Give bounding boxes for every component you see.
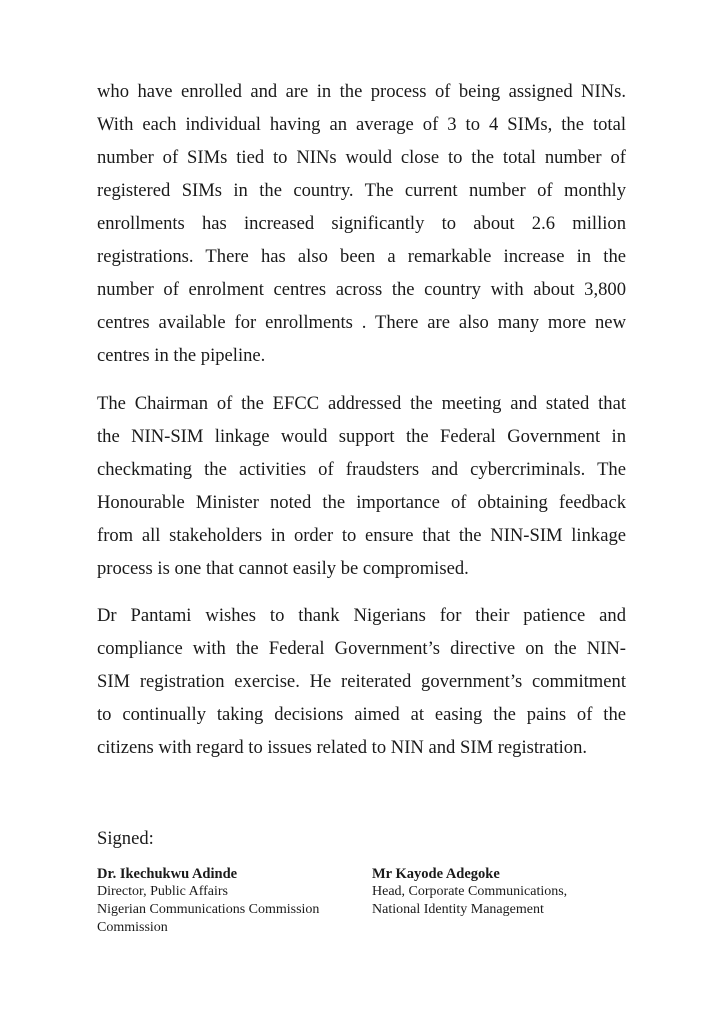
signatory-title: Head, Corporate Communications, — [372, 884, 568, 899]
paragraph-line: citizens with regard to issues related to NIN and SIM registration. — [97, 737, 588, 758]
paragraph-line: SIM registration exercise. He reiterated government’s commitment — [97, 671, 626, 692]
paragraph-line: registrations. There has also been a remarkable increase in the — [97, 246, 626, 267]
signatory-name: Dr. Ikechukwu Adinde — [97, 866, 238, 882]
signatory-title: Director, Public Affairs — [97, 884, 228, 899]
signed-label: Signed: — [97, 828, 154, 849]
signatory-name: Mr Kayode Adegoke — [372, 866, 500, 882]
paragraph-line: enrollments has increased significantly to about 2.6 million — [97, 213, 626, 234]
paragraph-line: Dr Pantami wishes to thank Nigerians for their patience and — [97, 605, 626, 626]
paragraph-line: compliance with the Federal Government’s directive on the NIN- — [97, 638, 626, 659]
paragraph-line: registered SIMs in the country. The current number of monthly — [97, 180, 626, 201]
signatory-block-adegoke — [372, 865, 567, 919]
signatory-block-adinde — [97, 865, 319, 937]
paragraph-line: from all stakeholders in order to ensure that the NIN-SIM linkage — [97, 525, 626, 546]
paragraph-line: number of enrolment centres across the country with about 3,800 — [97, 279, 626, 300]
paragraph-line: centres available for enrollments . There are also many more new — [97, 312, 626, 333]
paragraph-line: process is one that cannot easily be compromised. — [97, 558, 469, 579]
signatory-organization: Nigerian Communications Commission — [97, 902, 320, 917]
paragraph-line: number of SIMs tied to NINs would close to the total number of — [97, 147, 626, 168]
paragraph-line: Honourable Minister noted the importance of obtaining feedback — [97, 492, 626, 513]
paragraph-line: who have enrolled and are in the process of being assigned NINs. — [97, 81, 626, 102]
paragraph-line: The Chairman of the EFCC addressed the meeting and stated that — [97, 393, 626, 414]
signatory-organization-continued: Commission — [97, 920, 168, 935]
signatory-organization: National Identity Management — [372, 902, 544, 917]
paragraph-line: With each individual having an average of 3 to 4 SIMs, the total — [97, 114, 626, 135]
paragraph-line: to continually taking decisions aimed at easing the pains of the — [97, 704, 626, 725]
paragraph-line: the NIN-SIM linkage would support the Federal Government in — [97, 426, 626, 447]
paragraph-line: checkmating the activities of fraudsters and cybercriminals. The — [97, 459, 626, 480]
paragraph-line: centres in the pipeline. — [97, 345, 266, 366]
